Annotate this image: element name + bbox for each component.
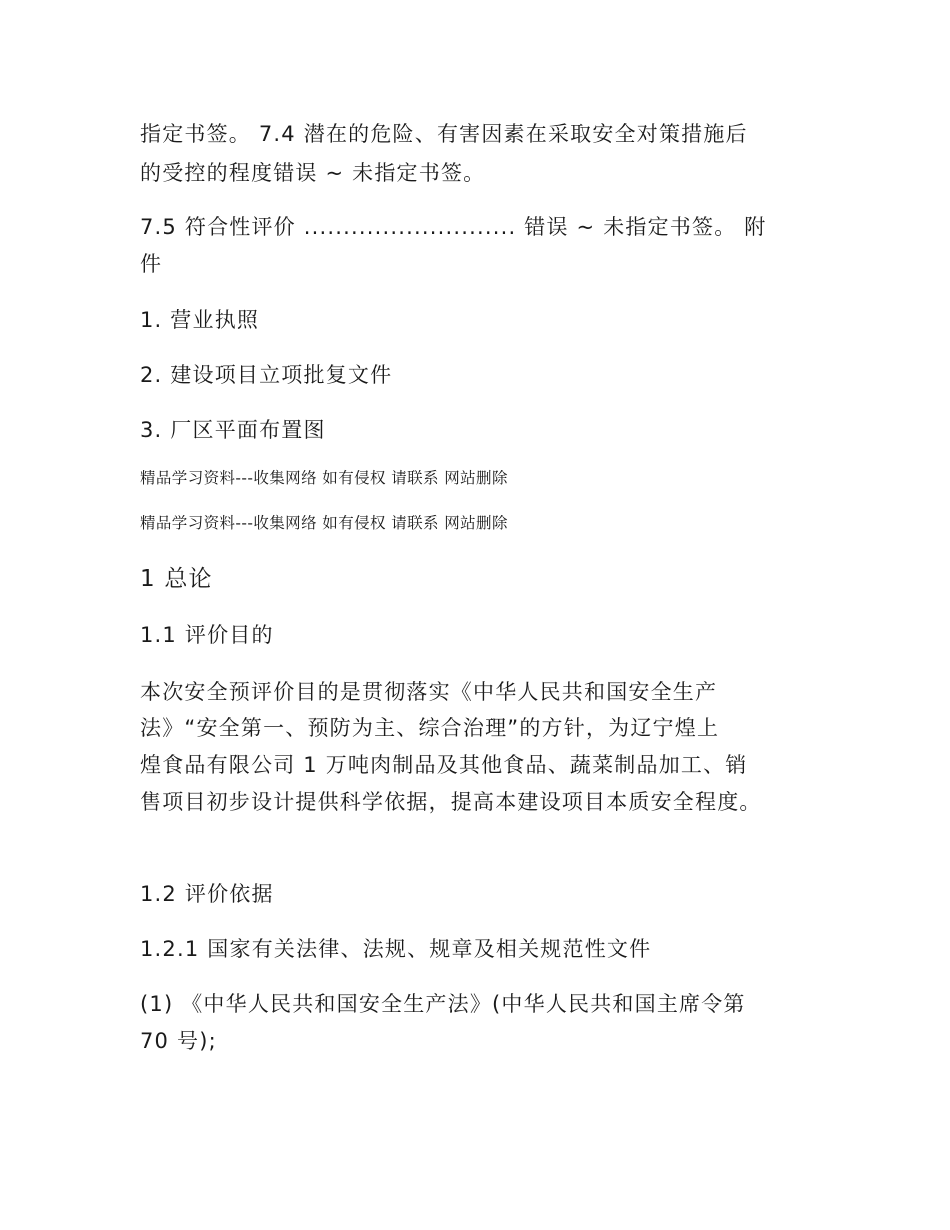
watermark-text: 精品学习资料---收集网络 如有侵权 请联系 网站删除 bbox=[140, 469, 508, 487]
attachment-item: 3. 厂区平面布置图 bbox=[140, 418, 326, 442]
attachment-item: 2. 建设项目立项批复文件 bbox=[140, 363, 393, 387]
toc-line: 的受控的程度错误 ~ 未指定书签。 bbox=[140, 161, 486, 185]
subsection-title: 1.2 评价依据 bbox=[140, 882, 274, 906]
list-item: (1) 《中华人民共和国安全生产法》(中华人民共和国主席令第 bbox=[140, 992, 746, 1016]
paragraph-line: 售项目初步设计提供科学依据，提高本建设项目本质安全程度。 bbox=[140, 790, 762, 814]
watermark-text: 精品学习资料---收集网络 如有侵权 请联系 网站删除 bbox=[140, 514, 508, 532]
paragraph-line: 法》“安全第一、预防为主、综合治理”的方针，为辽宁煌上 bbox=[140, 716, 720, 740]
attachment-item: 1. 营业执照 bbox=[140, 308, 260, 332]
paragraph-line: 本次安全预评价目的是贯彻落实《中华人民共和国安全生产 bbox=[140, 680, 718, 704]
subsection-title: 1.2.1 国家有关法律、法规、规章及相关规范性文件 bbox=[140, 937, 652, 961]
subsection-title: 1.1 评价目的 bbox=[140, 623, 274, 647]
list-item: 70 号); bbox=[140, 1029, 217, 1053]
toc-line: 7.5 符合性评价 ........................... 错误 ~ 未指定书签。 附 bbox=[140, 215, 767, 239]
toc-line: 指定书签。 7.4 潜在的危险、有害因素在采取安全对策措施后 bbox=[140, 122, 748, 146]
section-title: 1 总论 bbox=[140, 566, 213, 592]
paragraph-line: 煌食品有限公司 1 万吨肉制品及其他食品、蔬菜制品加工、销 bbox=[140, 753, 748, 777]
toc-line: 件 bbox=[140, 252, 163, 276]
